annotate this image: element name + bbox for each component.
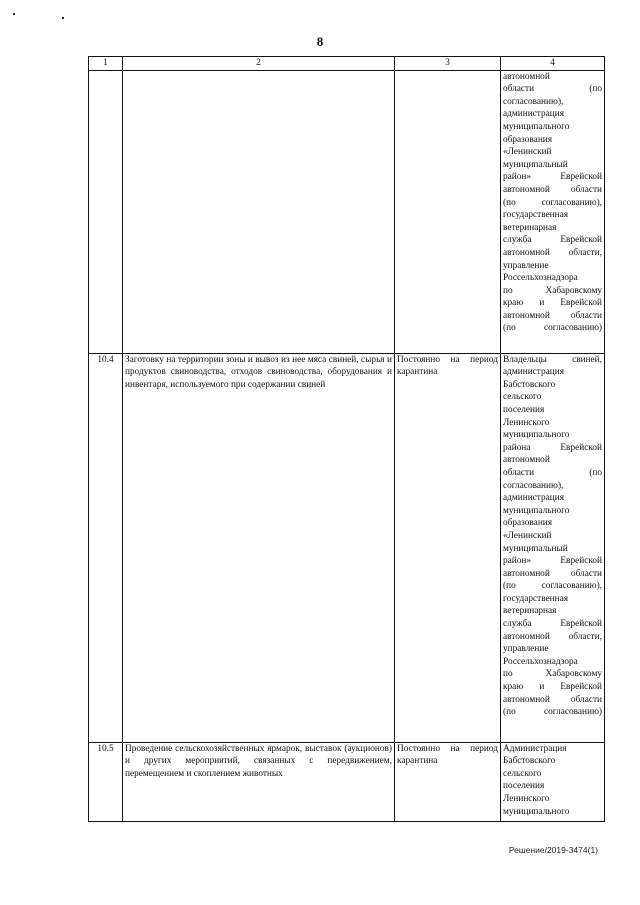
row-number-cell: 10.5 [89, 742, 123, 821]
responsible-line: администрация [503, 493, 564, 504]
scan-speck [62, 17, 64, 19]
responsible-line: администрация [503, 367, 564, 378]
responsible-line: краю и Еврейской [503, 682, 602, 693]
responsible-line: поселения [503, 781, 545, 792]
table-row [89, 353, 605, 742]
responsible-line: служба Еврейской [503, 235, 602, 246]
responsible-line: автономной области [503, 694, 602, 705]
responsible-line: согласованию), [503, 96, 564, 107]
table-row [89, 70, 605, 353]
responsible-line: района Еврейской [503, 442, 602, 453]
responsible-line: сельского [503, 392, 542, 403]
responsible-line: области (по [503, 467, 602, 478]
responsible-line: автономной области [503, 184, 602, 195]
responsible-line: «Ленинский [503, 530, 552, 541]
row-number-cell [89, 70, 123, 353]
col-header-2: 2 [123, 57, 395, 71]
responsible-line: Россельхознадзора [503, 273, 578, 284]
responsible-line: государственная [503, 593, 569, 604]
responsible-line: служба Еврейской [503, 619, 602, 630]
responsible-line: автономной области [503, 310, 602, 321]
measures-table [88, 56, 605, 822]
responsible-cell [501, 353, 605, 742]
period-cell: Постоянно на период карантина [395, 742, 501, 821]
responsible-line: «Ленинский [503, 147, 552, 158]
period-cell: Постоянно на период карантина [395, 353, 501, 742]
responsible-line: администрация [503, 109, 564, 120]
measure-cell: Проведение сельскохозяйственных ярмарок, выставок (аукционов) и других мероприятий, связанных с передвижением, перемещением и скоплением животных [123, 742, 395, 821]
responsible-line: образования [503, 518, 553, 529]
responsible-line: автономной [503, 71, 550, 82]
responsible-line: муниципальный [503, 543, 568, 554]
responsible-line: автономной области [503, 568, 602, 579]
measure-cell [123, 70, 395, 353]
responsible-line: Ленинского [503, 417, 550, 428]
responsible-line: муниципального [503, 121, 570, 132]
responsible-line: согласованию), [503, 480, 564, 491]
responsible-line: муниципальный [503, 159, 568, 170]
responsible-line: Бабстовского [503, 756, 556, 767]
responsible-line: Россельхознадзора [503, 656, 578, 667]
period-cell [395, 70, 501, 353]
responsible-cell [501, 742, 605, 821]
responsible-line: муниципального [503, 806, 570, 817]
table-row [89, 742, 605, 821]
responsible-line: Ленинского [503, 793, 550, 804]
responsible-line: управление [503, 644, 549, 655]
responsible-line: государственная [503, 210, 569, 221]
responsible-line: образования [503, 134, 553, 145]
col-header-3: 3 [395, 57, 501, 71]
responsible-line: (по согласованию), [503, 581, 602, 592]
responsible-line: автономной области, [503, 631, 602, 642]
responsible-line: поселения [503, 404, 545, 415]
responsible-line: (по согласованию) [503, 707, 602, 718]
responsible-line: области (по [503, 84, 602, 95]
responsible-line: муниципального [503, 430, 570, 441]
responsible-line: Бабстовского [503, 379, 556, 390]
responsible-cell [501, 70, 605, 353]
responsible-line: краю и Еврейской [503, 298, 602, 309]
responsible-line: Администрация [503, 743, 567, 754]
col-header-4: 4 [501, 57, 605, 71]
scan-speck [13, 13, 15, 15]
responsible-line: ветеринарная [503, 606, 557, 617]
document-code: Решение/2019-3474(1) [508, 845, 598, 855]
responsible-line: автономной [503, 455, 550, 466]
responsible-line: сельского [503, 768, 542, 779]
table-header-row [89, 57, 605, 71]
responsible-line: район» Еврейской [503, 172, 602, 183]
responsible-line: муниципального [503, 505, 570, 516]
row-number-cell: 10.4 [89, 353, 123, 742]
responsible-line: Владельцы свиней, [503, 354, 602, 365]
responsible-line: по Хабаровскому [503, 285, 602, 296]
responsible-line: автономной области, [503, 247, 602, 258]
responsible-line: район» Еврейской [503, 556, 602, 567]
page-number: 8 [316, 34, 324, 49]
responsible-line: ветеринарная [503, 222, 557, 233]
responsible-line: (по согласованию) [503, 323, 602, 334]
responsible-line: (по согласованию), [503, 197, 602, 208]
responsible-line: по Хабаровскому [503, 669, 602, 680]
measure-cell: Заготовку на территории зоны и вывоз из нее мяса свиней, сырья и продуктов свиноводства, отходов свиноводства, оборудования и инвентаря, используемого при содержании свиней [123, 353, 395, 742]
col-header-1: 1 [89, 57, 123, 71]
responsible-line: управление [503, 260, 549, 271]
